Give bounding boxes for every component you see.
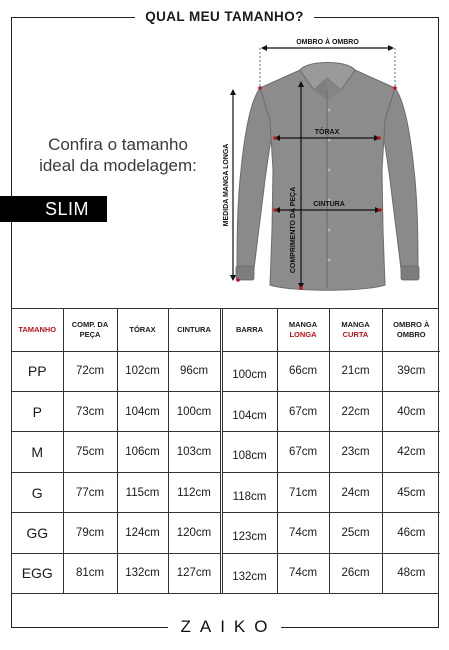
cell-manga-longa: 71cm [277,472,329,512]
fit-badge [0,196,107,222]
cell-manga-curta: 25cm [329,513,382,553]
cell-comp: 81cm [63,553,117,593]
cell-ombro: 39cm [397,365,426,378]
intro-text [18,134,218,176]
table-row [12,351,440,391]
header-cintura: CINTURA [168,309,221,351]
cell-torax: 124cm [117,513,168,553]
table-row [12,432,440,472]
cell-torax: 115cm [117,472,168,512]
cell-manga-curta: 26cm [329,553,382,593]
cell-torax: 104cm [117,391,168,431]
cell-torax: 106cm [117,432,168,472]
cell-manga-longa: 67cm [277,391,329,431]
frame-left-line [11,17,12,197]
cell-manga-curta: 24cm [329,472,382,512]
cell-barra: 104cm [221,391,277,431]
cell-cintura: 100cm [168,391,221,431]
body-length-label: COMPRIMENTO DA PEÇA [290,186,297,274]
page-title: QUAL MEU TAMANHO? [0,9,449,24]
cell-ombro: 48cm [382,553,440,593]
cell-manga-curta: 22cm [329,391,382,431]
shoulder-label: OMBRO À OMBRO [296,39,359,46]
cell-barra: 108cm [221,432,277,472]
table-row [12,391,440,431]
table-row [12,472,440,512]
table-row [12,553,440,593]
cell-manga-longa: 66cm [277,351,329,391]
cell-cintura: 103cm [168,432,221,472]
cell-manga-longa: 74cm [277,513,329,553]
cell-manga-longa: 67cm [277,432,329,472]
cell-barra: 132cm [221,553,277,593]
cell-comp: 77cm [63,472,117,512]
cell-torax: 132cm [117,553,168,593]
cell-barra: 118cm [221,472,277,512]
cell-comp: 75cm [63,432,117,472]
header-torax: TÓRAX [117,309,168,351]
chest-label: TÓRAX [314,129,340,136]
cell-cintura: 120cm [168,513,221,553]
cell-size: EGG [12,553,63,593]
cell-size: P [12,391,63,431]
frame-left-lower-line [11,222,12,309]
cell-size: PP [12,351,63,391]
shirt-measurement-diagram [215,30,440,305]
cell-cintura: 127cm [168,553,221,593]
cell-barra: 100cm [221,351,277,391]
table-header-row [12,309,440,351]
table-row [12,513,440,553]
fit-label: SLIM [45,199,90,219]
cell-size: M [12,432,63,472]
header-manga-curta: MANGA CURTA [329,309,382,351]
cell-comp: 72cm [63,351,117,391]
sleeve-length-label: MEDIDA MANGA LONGA [223,143,230,227]
cell-barra: 123cm [221,513,277,553]
cell-manga-curta: 23cm [329,432,382,472]
header-ombro: OMBRO À OMBRO [382,309,440,351]
cell-cintura: 112cm [168,472,221,512]
cell-comp: 79cm [63,513,117,553]
cell-cintura: 96cm [168,351,221,391]
intro-line-2: ideal da modelagem: [39,156,197,175]
header-manga-longa: MANGA LONGA [277,309,329,351]
cell-ombro: 46cm [382,513,440,553]
cell-ombro: 42cm [382,432,440,472]
cell-torax: 102cm [117,351,168,391]
header-size: TAMANHO [12,309,63,351]
brand-logo: ZAIKO [0,617,449,637]
cell-ombro: 40cm [382,391,440,431]
waist-label: CINTURA [313,201,345,208]
cell-ombro: 45cm [382,472,440,512]
cell-manga-curta: 21cm [329,351,382,391]
cell-comp: 73cm [63,391,117,431]
shirt-icon [236,63,419,291]
header-comp: COMP. DA PEÇA [63,309,117,351]
intro-line-1: Confira o tamanho [48,135,188,154]
cell-size: G [12,472,63,512]
cell-size: GG [12,513,63,553]
cell-manga-longa: 74cm [277,553,329,593]
size-table [11,308,439,594]
header-barra: BARRA [221,309,277,351]
